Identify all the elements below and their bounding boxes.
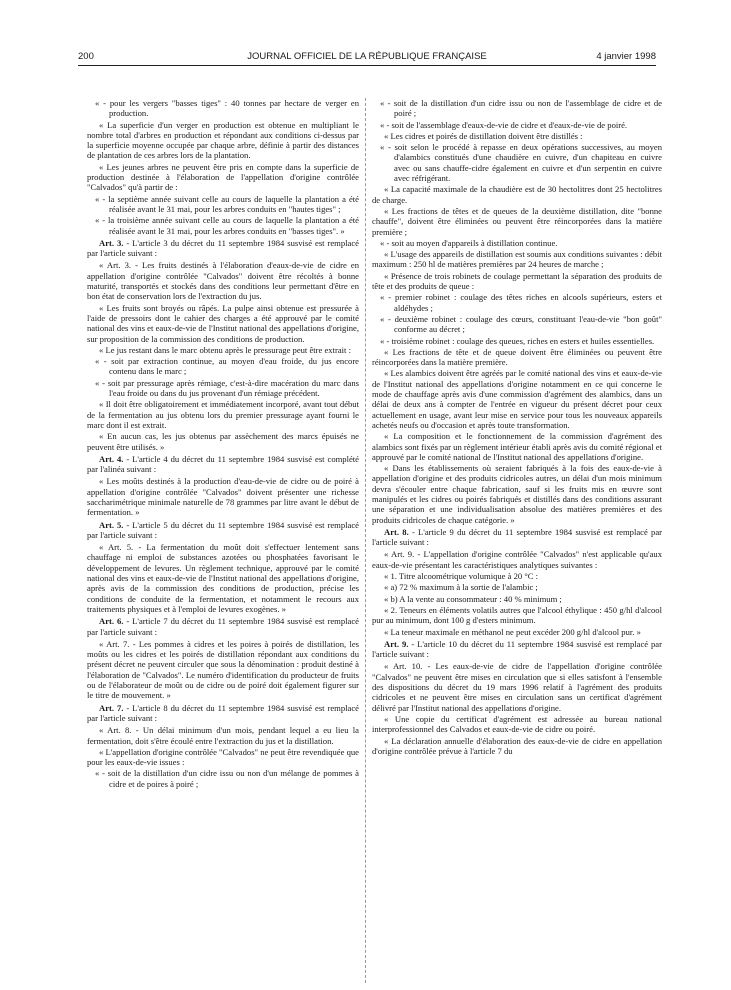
page-header <box>78 51 656 66</box>
article-text: - L'article 8 du décret du 11 septembre 1984 susvisé est remplacé par l'article suivant : <box>87 702 359 723</box>
issue-date: 4 janvier 1998 <box>596 51 656 62</box>
right-column <box>372 98 662 983</box>
paragraph: « Une copie du certificat d'agrément est adressée au bureau national interprofessionnel des Calvados et eaux-de-vie de cidre ou poiré. <box>372 713 662 735</box>
paragraph: « Les fruits sont broyés ou râpés. La pulpe ainsi obtenue est pressurée à l'aide de pressoirs dont le cahier des charges a été approuvé par le comité national des vins et eaux-de-vie de l'Institut national des appellations d'origine, sur proposition de la commission des conditions de production. <box>87 302 359 344</box>
article-paragraph <box>87 616 359 637</box>
paragraph: « La composition et le fonctionnement de la commission d'agrément des alambics sont fixés par un règlement intérieur établi après avis du comité régional et approuvé par le comité national de l'Institut national des appellations d'origine. <box>372 431 662 462</box>
paragraph: « 1. Titre alcoométrique volumique à 20 °C : <box>384 571 539 582</box>
paragraph: « Présence de trois robinets de coulage permettant la séparation des produits de tête et des produits de queue : <box>372 270 662 292</box>
paragraph: « Les cidres et poirés de distillation doivent être distillés : <box>384 130 583 141</box>
paragraph: « a) 72 % maximum à la sortie de l'alambic ; <box>384 582 538 593</box>
list-item: « - deuxième robinet : coulage des cœurs, constituant l'eau-de-vie "bon goût" conforme au décret ; <box>380 313 662 335</box>
article-text: - L'article 5 du décret du 11 septembre 1984 susvisé est remplacé par l'article suivant : <box>87 519 359 540</box>
list-item: « - pour les vergers "basses tiges" : 40 tonnes par hectare de verger en production. <box>95 98 359 119</box>
journal-title: JOURNAL OFFICIEL DE LA RÉPUBLIQUE FRANÇAISE <box>247 51 487 62</box>
article-paragraph <box>87 238 359 259</box>
list-item: « - soit de l'assemblage d'eaux-de-vie de cidre et d'eaux-de-vie de poiré. <box>380 119 628 130</box>
list-item: « - soit de la distillation d'un cidre issu ou non de l'assemblage de cidre et de poiré ; <box>380 98 662 119</box>
paragraph: « La capacité maximale de la chaudière est de 30 hectolitres dont 25 hectolitres de charge. <box>372 184 662 205</box>
article-text: - L'article 9 du décret du 11 septembre 1984 susvisé est remplacé par l'article suivant : <box>372 526 662 548</box>
article-label: Art. 3. <box>99 237 124 248</box>
list-item: « - soit au moyen d'appareils à distillation continue. <box>380 237 558 248</box>
paragraph: « Les fractions de tête et de queue doivent être éliminées ou peuvent être réincorporées dans la matière première. <box>372 346 662 368</box>
list-item: « - la troisième année suivant celle au cours de laquelle la plantation a été réalisée avant le 31 mai, pour les arbres conduits en "basses tiges". » <box>95 215 359 236</box>
paragraph: « La teneur maximale en méthanol ne peut excéder 200 g/hl d'alcool pur. » <box>384 626 641 637</box>
article-label: Art. 8. <box>384 526 409 537</box>
article-paragraph <box>372 639 662 660</box>
paragraph: « En aucun cas, les jus obtenus par assèchement des marcs épuisés ne peuvent être utilisés. » <box>87 431 359 452</box>
article-label: Art. 6. <box>99 616 124 627</box>
paragraph: « Art. 5. - La fermentation du moût doit s'effectuer lentement sans chauffage ni emploi de substances azotées ou phosphatées favorisant le développement de levures. Un règlement technique, approuvé par le comité national des vins et eaux-de-vie de l'Institut national des appellations d'origine, après avis de la commission des conditions de production, précise les conditions de conduite de la fermentation, et notamment le recours aux traitements physiques et à l'emploi de levures exogènes. » <box>87 542 359 614</box>
list-item: « - premier robinet : coulage des têtes riches en alcools supérieurs, esters et aldéhydes ; <box>380 292 662 313</box>
article-paragraph <box>87 520 359 541</box>
paragraph: « 2. Teneurs en éléments volatils autres que l'alcool éthylique : 450 g/hl d'alcool pur au minimum, dont 100 g d'esters minimum. <box>372 604 662 626</box>
article-text: - L'article 3 du décret du 11 septembre 1984 susvisé est remplacé par l'article suivant : <box>87 237 359 259</box>
paragraph: « L'usage des appareils de distillation est soumis aux conditions suivantes : débit maximum : 250 hl de matières premières par 24 heures de marche ; <box>372 249 662 270</box>
article-text: - L'article 10 du décret du 11 septembre 1984 susvisé est remplacé par l'article suivant : <box>372 638 662 660</box>
paragraph: « L'appellation d'origine contrôlée "Calvados" ne peut être revendiquée que pour les eaux-de-vie issues : <box>87 746 359 768</box>
article-text: - L'article 7 du décret du 11 septembre 1984 susvisé est remplacé par l'article suivant : <box>87 616 359 637</box>
paragraph: « Art. 9. - L'appellation d'origine contrôlée "Calvados" n'est applicable qu'aux eaux-de-vie présentant les caractéristiques analytiques suivantes : <box>372 549 662 570</box>
article-paragraph <box>87 454 359 475</box>
paragraph: « Les moûts destinés à la production d'eau-de-vie de cidre ou de poiré à appellation d'origine contrôlée "Calvados" doivent présenter une richesse saccharimétrique minimale naturelle de 78 grammes par litre avant le début de fermentation. » <box>87 476 359 518</box>
column-divider <box>365 98 366 983</box>
article-paragraph <box>372 527 662 548</box>
list-item: « - la septième année suivant celle au cours de laquelle la plantation a été réalisée avant le 31 mai, pour les arbres conduits en "hautes tiges" ; <box>95 193 359 214</box>
article-label: Art. 5. <box>99 519 124 530</box>
paragraph: « Il doit être obligatoirement et immédiatement incorporé, avant tout début de la fermentation au jus obtenu lors du premier pressurage ayant fourni le marc dont il est extrait. <box>87 399 359 430</box>
paragraph: « Art. 10. - Les eaux-de-vie de cidre de l'appellation d'origine contrôlée "Calvados" ne peuvent être mises en circulation que si elles satisfont à l'ensemble des dispositions du décret du 19 mars 1996 relatif à l'agrément des produits cidricoles et ne peuvent être mises en circulation sans un certificat d'agrément délivré par l'Institut national des appellations d'origine. <box>372 661 662 713</box>
article-label: Art. 7. <box>99 702 124 713</box>
paragraph: « Les fractions de têtes et de queues de la deuxième distillation, dite "bonne chauffe", doivent être éliminées ou peuvent être réincorporées dans la matière première ; <box>372 205 662 237</box>
paragraph: « La déclaration annuelle d'élaboration des eaux-de-vie de cidre en appellation d'origine contrôlée prévue à l'article 7 du <box>372 735 662 756</box>
list-item: « - soit par extraction continue, au moyen d'eau froide, du jus encore contenu dans le marc ; <box>95 356 359 377</box>
article-label: Art. 9. <box>384 638 409 649</box>
article-label: Art. 4. <box>99 453 124 464</box>
paragraph: « Art. 7. - Les pommes à cidres et les poires à poirés de distillation, les moûts ou les cidres et les poirés de distillation répondant aux conditions du présent décret ne peuvent circuler que sous la dénomination : produit destiné à l'élaboration de "Calvados". Le numéro d'identification du producteur de fruits ou de l'élaborateur de moût ou de cidre ou de poiré doit également figurer sur le titre de mouvement. » <box>87 638 359 701</box>
list-item: « - soit selon le procédé à repasse en deux opérations successives, au moyen d'alambics constitués d'une chaudière en cuivre, d'un chapiteau en cuivre avec ou sans chauffe-cidre également en cuivre et d'un serpentin en cuivre avec réfrigérant. <box>380 142 662 184</box>
list-item: « - troisième robinet : coulage des queues, riches en esters et huiles essentielles. <box>380 335 655 346</box>
list-item: « - soit de la distillation d'un cidre issu ou non d'un mélange de pommes à cidre et de poires à poiré ; <box>95 768 359 789</box>
article-text: - L'article 4 du décret du 11 septembre 1984 susvisé est complété par l'alinéa suivant : <box>87 453 359 475</box>
paragraph: « La superficie d'un verger en production est obtenue en multipliant le nombre total d'arbres en production et répondant aux conditions ci-dessus par la superficie moyenne occupée par chaque arbre, définie à partir des distances de plantation de ces arbres lors de la plantation. <box>87 119 359 161</box>
paragraph: « Art. 3. - Les fruits destinés à l'élaboration d'eaux-de-vie de cidre en appellation d'origine contrôlée "Calvados" doivent être récoltés à bonne maturité, transportés et stockés dans des conditions leur permettant d'être en bon état de conservation lors de l'extraction du jus. <box>87 260 359 302</box>
paragraph: « Les alambics doivent être agréés par le comité national des vins et eaux-de-vie de l'Institut national des appellations d'origine notamment en ce qui concerne le mode de chauffage après avis d'une commission d'agrément des alambics, dans un délai de deux ans à compter de l'entrée en vigueur du présent décret pour ceux actuellement en usage, avant leur mise en service pour tous les nouveaux appareils achetés neufs ou d'occasion et après toute transformation. <box>372 368 662 430</box>
paragraph: « b) A la vente au consommateur : 40 % minimum ; <box>384 593 562 604</box>
list-item: « - soit par pressurage après rémiage, c'est-à-dire macération du marc dans l'eau froide ou dans du jus provenant d'un rémiage précédent. <box>95 377 359 399</box>
left-column <box>87 98 359 983</box>
paragraph: « Les jeunes arbres ne peuvent être pris en compte dans la superficie de production destinée à l'élaboration de l'appellation d'origine contrôlée "Calvados" qu'à partir de : <box>87 161 359 193</box>
page-number: 200 <box>78 51 94 62</box>
paragraph: « Le jus restant dans le marc obtenu après le pressurage peut être extrait : <box>99 344 351 355</box>
paragraph: « Art. 8. - Un délai minimum d'un mois, pendant lequel a eu lieu la fermentation, doit s'être écoulé entre l'extraction du jus et la distillation. <box>87 725 359 746</box>
article-paragraph <box>87 703 359 724</box>
paragraph: « Dans les établissements où seraient fabriqués à la fois des eaux-de-vie à appellation d'origine et des produits cidricoles autres, un délai d'un mois minimum devra s'écouler entre chaque fabrication, sauf si les fruits mis en œuvre sont manipulés et les cidres ou poirés fabriqués et distillés dans des conditions assurant une séparation et une individualisation absolue des matières premières et des produits cidricoles de chaque catégorie. » <box>372 463 662 525</box>
